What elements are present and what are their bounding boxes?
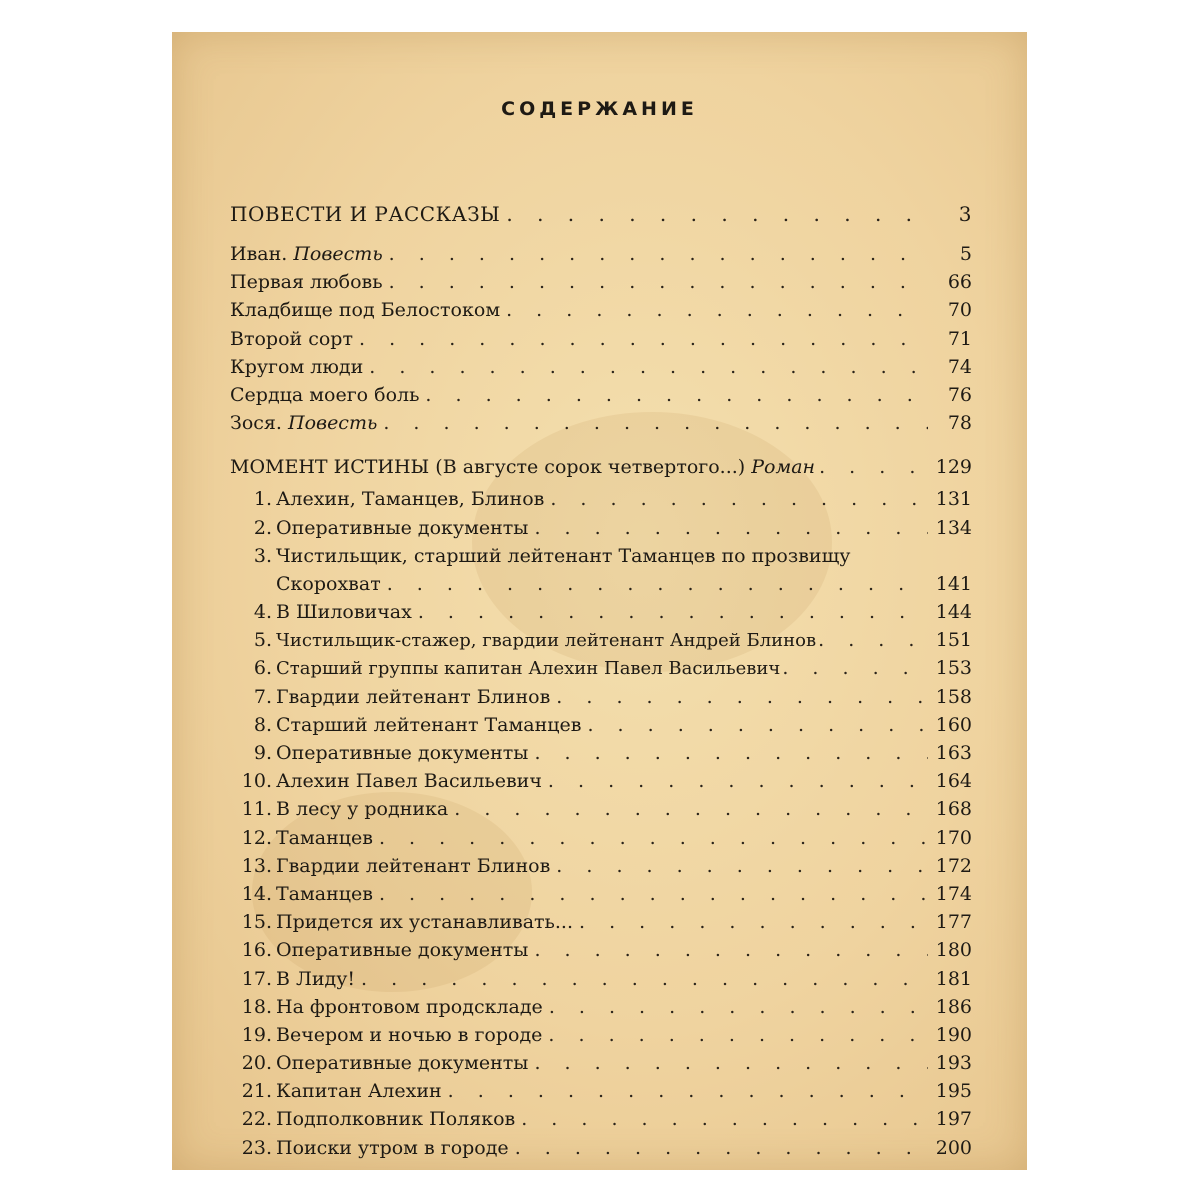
toc-chapter (230, 1077, 972, 1105)
toc-page-number: 129 (935, 456, 972, 479)
toc-page-number: 180 (935, 939, 972, 962)
chapter-title: Оперативные документы (276, 516, 529, 539)
toc-part-note: Роман (751, 456, 816, 479)
chapter-title: В Лиду! (276, 967, 356, 990)
chapter-title: Оперативные документы (276, 939, 529, 962)
leader-dots (387, 570, 928, 598)
leader-dots (534, 1049, 928, 1077)
leader-dots (818, 626, 932, 654)
chapter-title: Поиски утром в городе (276, 1136, 509, 1159)
chapter-number: 7. (253, 685, 272, 708)
toc-entry (230, 240, 972, 268)
leader-dots (587, 711, 928, 739)
leader-dots (369, 353, 928, 381)
toc-page-number: 74 (947, 355, 972, 378)
toc-chapter (230, 654, 972, 682)
contents-heading: СОДЕРЖАНИЕ (501, 98, 698, 120)
chapter-title: Оперативные документы (276, 1052, 529, 1075)
toc-page-number: 78 (947, 412, 972, 435)
leader-dots (548, 1021, 928, 1049)
toc-page-number: 170 (935, 826, 972, 849)
chapter-number: 3. (253, 544, 272, 567)
toc-page-number: 131 (935, 488, 972, 511)
toc-entry (230, 325, 972, 353)
toc-chapter (230, 795, 972, 823)
leader-dots (782, 654, 932, 682)
leader-dots (454, 795, 928, 823)
toc-chapter (230, 739, 972, 767)
chapter-title: Старший группы капитан Алехин Павел Васильевич (276, 658, 781, 680)
toc-page-number: 5 (959, 243, 972, 265)
toc-chapter (230, 683, 972, 711)
chapter-title: В лесу у родника (276, 798, 449, 821)
toc-part-row (230, 194, 972, 234)
toc-page-number: 153 (935, 657, 972, 680)
toc-chapter (230, 1021, 972, 1049)
toc-page-number: 160 (935, 713, 972, 736)
chapter-number: 12. (241, 826, 272, 849)
leader-dots (534, 739, 928, 767)
toc-page-number: 168 (935, 798, 972, 821)
chapter-number: 11. (241, 798, 272, 821)
chapter-number: 9. (253, 742, 272, 764)
leader-dots (425, 381, 928, 409)
chapter-number: 22. (241, 1108, 272, 1131)
toc-entry-title: Сердца моего боль (230, 383, 420, 406)
toc-chapter (230, 852, 972, 880)
leader-dots (506, 194, 928, 234)
leader-dots (359, 325, 928, 353)
leader-dots (579, 908, 928, 936)
toc-page-number: 195 (935, 1080, 972, 1103)
toc-entry-note: Повесть (288, 412, 378, 435)
chapter-title: На фронтовом продскладе (276, 995, 543, 1018)
chapter-number: 18. (241, 995, 272, 1018)
chapter-title: Гвардии лейтенант Блинов (276, 685, 551, 708)
toc-page-number: 177 (935, 911, 972, 934)
chapter-title: Чистильщик-стажер, гвардии лейтенант Андрей Блинов (276, 630, 817, 652)
chapter-title: В Шиловичах (276, 601, 412, 624)
book-page (172, 32, 1027, 1170)
toc-page-number: 174 (935, 882, 972, 905)
toc-chapter (230, 993, 972, 1021)
toc-part-row (230, 449, 972, 485)
chapter-number: 13. (241, 854, 272, 877)
chapter-title: Оперативные документы (276, 742, 529, 764)
chapter-number: 10. (241, 770, 272, 793)
toc-page-number: 200 (935, 1136, 972, 1159)
toc-part-title: ПОВЕСТИ И РАССКАЗЫ (230, 202, 501, 226)
toc-chapter (230, 936, 972, 964)
toc-entry-note: Повесть (293, 243, 383, 265)
toc-chapter (230, 542, 972, 570)
leader-dots (550, 485, 928, 513)
toc-page-number: 193 (935, 1052, 972, 1075)
toc-page-number: 144 (935, 601, 972, 624)
toc-chapter (230, 880, 972, 908)
toc-chapter (230, 824, 972, 852)
chapter-title: Вечером и ночью в городе (276, 1023, 543, 1046)
chapter-number: 14. (241, 882, 272, 905)
toc-chapter (230, 514, 972, 542)
chapter-number: 15. (241, 911, 272, 934)
chapter-number: 21. (241, 1080, 272, 1103)
chapter-number: 20. (241, 1052, 272, 1075)
toc-page-number: 158 (935, 685, 972, 708)
toc-chapter (230, 626, 972, 654)
toc-entry-title: Кругом люди (230, 355, 364, 378)
toc-page-number: 134 (935, 516, 972, 539)
leader-dots (361, 965, 928, 993)
chapter-title: Подполковник Поляков (276, 1108, 516, 1131)
leader-dots (521, 1105, 928, 1133)
toc-chapter (230, 767, 972, 795)
leader-dots (515, 1134, 928, 1162)
toc-page-number: 70 (947, 299, 972, 322)
toc-page-number: 190 (935, 1023, 972, 1046)
toc-entry-title: Иван. Повесть (230, 243, 383, 265)
toc-page-number: 181 (935, 967, 972, 990)
toc-chapter (230, 598, 972, 626)
leader-dots (534, 936, 928, 964)
chapter-title-continuation: Скорохват (276, 572, 381, 595)
leader-dots (418, 598, 928, 626)
toc-page-number: 76 (947, 383, 972, 406)
toc-page-number: 197 (935, 1108, 972, 1131)
chapter-title: Старший лейтенант Таманцев (276, 713, 582, 736)
toc-entry (230, 409, 972, 437)
leader-dots (389, 268, 928, 296)
toc-page-number: 164 (935, 770, 972, 793)
toc-entry-title: Второй сорт (230, 327, 353, 350)
table-of-contents (230, 194, 972, 1162)
chapter-title: Гвардии лейтенант Блинов (276, 854, 551, 877)
toc-chapter (230, 711, 972, 739)
leader-dots (379, 880, 928, 908)
toc-entry-title: Кладбище под Белостоком (230, 299, 501, 322)
toc-chapter (230, 1049, 972, 1077)
toc-page-number: 172 (935, 854, 972, 877)
toc-page-number: 151 (935, 629, 972, 652)
leader-dots (556, 683, 928, 711)
toc-entry (230, 353, 972, 381)
toc-chapter (230, 1105, 972, 1133)
leader-dots (383, 409, 928, 437)
leader-dots (556, 852, 928, 880)
toc-entry (230, 268, 972, 296)
toc-page-number: 141 (935, 572, 972, 595)
chapter-number: 8. (253, 713, 272, 736)
chapter-number: 1. (253, 488, 272, 511)
leader-dots (448, 1077, 928, 1105)
leader-dots (549, 993, 928, 1021)
toc-chapter (230, 1134, 972, 1162)
chapter-title: Капитан Алехин (276, 1080, 442, 1103)
leader-dots (548, 767, 928, 795)
chapter-title: Чистильщик, старший лейтенант Таманцев по прозвищу (276, 544, 851, 567)
chapter-number: 17. (241, 967, 272, 990)
chapter-number: 6. (253, 657, 272, 680)
toc-chapter (230, 908, 972, 936)
toc-entry-title: Первая любовь (230, 271, 383, 294)
chapter-number: 2. (253, 516, 272, 539)
toc-part-title: МОМЕНТ ИСТИНЫ (В августе сорок четвертого...) Роман (230, 456, 816, 479)
leader-dots (506, 296, 928, 324)
chapter-number: 4. (253, 601, 272, 624)
toc-chapter-continuation (230, 570, 972, 598)
leader-dots (534, 514, 928, 542)
toc-page-number: 71 (947, 327, 972, 350)
toc-page-number: 163 (935, 742, 972, 764)
toc-entry-title: Зося. Повесть (230, 412, 378, 435)
chapter-title: Алехин, Таманцев, Блинов (276, 488, 545, 511)
chapter-title: Алехин Павел Васильевич (276, 770, 542, 793)
leader-dots (389, 240, 928, 268)
leader-dots (819, 449, 930, 485)
toc-chapter (230, 485, 972, 513)
chapter-title: Таманцев (276, 882, 373, 905)
chapter-title: Придется их устанавливать... (276, 911, 574, 934)
toc-page-number: 66 (947, 271, 972, 294)
leader-dots (379, 824, 928, 852)
chapter-number: 23. (241, 1136, 272, 1159)
chapter-number: 5. (253, 629, 272, 652)
toc-chapter (230, 965, 972, 993)
toc-entry (230, 381, 972, 409)
chapter-title: Таманцев (276, 826, 373, 849)
toc-entry (230, 296, 972, 324)
chapter-number: 16. (241, 939, 272, 962)
toc-page-number: 186 (935, 995, 972, 1018)
chapter-number: 19. (241, 1023, 272, 1046)
toc-page-number: 3 (958, 202, 972, 226)
